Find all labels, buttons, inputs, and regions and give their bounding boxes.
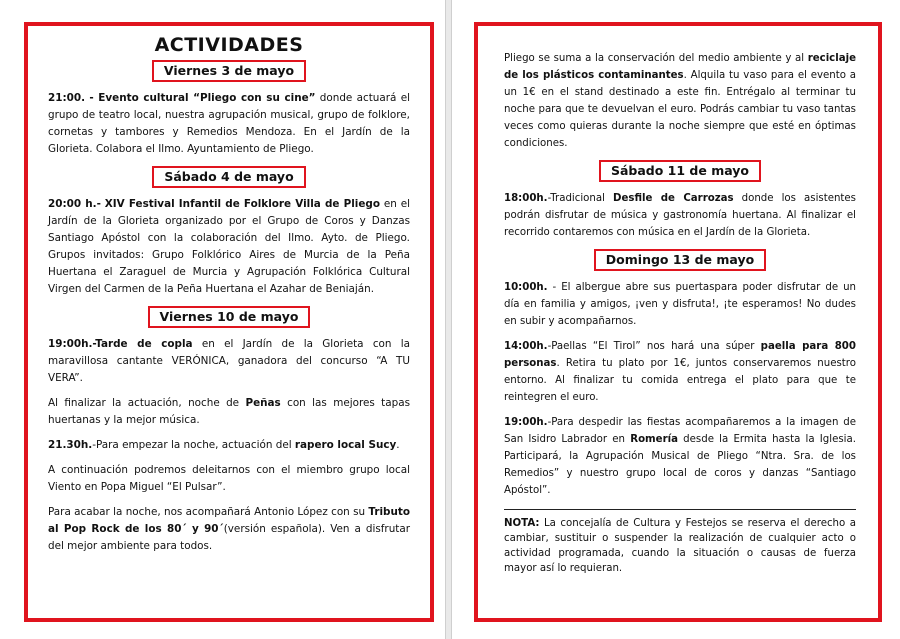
event-paragraph: A continuación podremos deleitarnos con el miembro grupo local Viento en Popa Miguel “El Pulsar”. <box>48 464 410 493</box>
event-time: 19:00h. <box>504 417 548 428</box>
event-text: Al finalizar la actuación, noche de <box>48 397 246 409</box>
event-text: - El albergue abre sus puertaspara poder disfrutar de un día en familia y amigos, ¡ven y disfruta!, ¡te esperamos! No dudes en subir y acompañarnos. <box>504 282 856 327</box>
event-text: donde actuará el grupo de teatro local, nuestra agrupación musical, grupo de folklore, cornetas y tambores y Remedios Mendoza. En el Jardín de la Glorieta. Colabora el Ilmo. Ayuntamiento de Pliego. <box>48 92 410 155</box>
event-paragraph <box>504 338 856 406</box>
event-paragraph <box>48 196 410 298</box>
event-title: Romería <box>630 434 678 445</box>
event-text: -Tradicional <box>547 193 614 204</box>
day-heading-viernes-10: Viernes 10 de mayo <box>148 306 311 328</box>
event-title: Peñas <box>245 397 281 409</box>
event-paragraph <box>48 90 410 158</box>
left-page <box>0 0 445 639</box>
left-content <box>48 34 410 563</box>
event-text: . Retira tu plato por 1€, juntos conservaremos nuestro entorno. Al finalizar tu comida entrega el plato para que te reintegren el euro. <box>504 358 856 403</box>
event-title: Tributo al Pop Rock de los 80´ y 90´ <box>48 506 410 535</box>
event-paragraph <box>48 437 410 454</box>
day-heading-sabado-4: Sábado 4 de mayo <box>152 166 305 188</box>
event-paragraph <box>504 279 856 330</box>
event-time: 21.30h. <box>48 439 93 451</box>
event-text: Pliego se suma a la conservación del medio ambiente y al <box>504 53 808 64</box>
event-time: 18:00h. <box>504 193 548 204</box>
day-heading-viernes-3: Viernes 3 de mayo <box>152 60 306 82</box>
note-divider <box>504 509 856 510</box>
event-title: paella para 800 personas <box>504 341 856 369</box>
event-title: - Evento cultural “Pliego con su cine” <box>89 92 316 104</box>
event-time: 19:00h. <box>48 338 93 350</box>
event-time: 20:00 h.- <box>48 198 101 210</box>
note-label: NOTA: <box>504 518 540 529</box>
event-title: XIV Festival Infantil de Folklore Villa de Pliego <box>104 198 380 210</box>
event-text: desde la Ermita hasta la Iglesia. Participará, la Agrupación Musical de Pliego “Ntra. Sra. de los Remedios” y nuestro grupo local de coros y danzas “Santiago Apóstol”. <box>504 434 856 496</box>
event-text: (versión española). Ven a disfrutar del mejor ambiente para todos. <box>48 523 410 552</box>
event-text: en el Jardín de la Glorieta organizado por el Grupo de Coros y Danzas Santiago Apóstol con la colaboración del Ilmo. Ayto. de Pliego. Grupos invitados: Grupo Folklórico Aires de Murcia de la Peña Huertana el Zaraguel de Murcia y Agrupación Folklórica Cultural Virgen del Carmen de la Peña Huertana el Azahar de Beniaján. <box>48 198 410 295</box>
event-text: Para acabar la noche, nos acompañará Antonio López con su <box>48 506 369 518</box>
right-page <box>452 0 900 639</box>
event-paragraph <box>504 190 856 241</box>
event-text: en el Jardín de la Glorieta con la maravillosa cantante VERÓNICA, ganadora del concurso “A TU VERA”. <box>48 338 410 384</box>
event-text: . Alquila tu vaso para el evento a un 1€ en el stand destinado a este fin. Entrégalo al terminar tu noche para que te devuelvan el euro. Podrás cambiar tu vaso tantas veces como quieras durante la noche siempre que esté en óptimas condiciones. <box>504 70 856 149</box>
event-title: reciclaje de los plásticos contaminantes <box>504 53 856 81</box>
intro-paragraph <box>504 50 856 152</box>
event-paragraph <box>48 504 410 555</box>
event-text: -Para despedir las fiestas acompañaremos a la imagen de San Isidro Labrador en <box>504 417 856 445</box>
event-title: -Tarde de copla <box>92 338 193 350</box>
event-text: donde los asistentes podrán disfrutar de música y gastronomía huertana. Al finalizar el recorrido contaremos con música en el Jardín de la Glorieta. <box>504 193 856 238</box>
page-title: ACTIVIDADES <box>154 34 304 56</box>
event-paragraph <box>48 395 410 429</box>
event-title: Desfile de Carrozas <box>613 193 734 204</box>
note-paragraph <box>504 516 856 576</box>
event-text: -Para empezar la noche, actuación del <box>92 439 295 451</box>
event-text: . <box>396 439 400 451</box>
event-paragraph <box>48 336 410 387</box>
day-heading-sabado-11: Sábado 11 de mayo <box>599 160 761 182</box>
page-gutter <box>445 0 452 639</box>
event-paragraph <box>504 414 856 499</box>
event-time: 21:00. <box>48 92 86 104</box>
event-text: -Paellas “El Tirol” nos hará una súper <box>547 341 761 352</box>
event-time: 14:00h. <box>504 341 548 352</box>
event-title: rapero local Sucy <box>294 439 397 451</box>
event-text: con las mejores tapas huertanas y la mejor música. <box>48 397 410 426</box>
note-text: La concejalía de Cultura y Festejos se reserva el derecho a cambiar, sustituir o suspender la realización de cualquier acto o actividad programada, cuando la situación o causas de fuerza mayor así lo requieran. <box>504 518 856 574</box>
right-content <box>504 50 856 576</box>
event-time: 10:00h. <box>504 282 548 293</box>
day-heading-domingo-13: Domingo 13 de mayo <box>594 249 766 271</box>
